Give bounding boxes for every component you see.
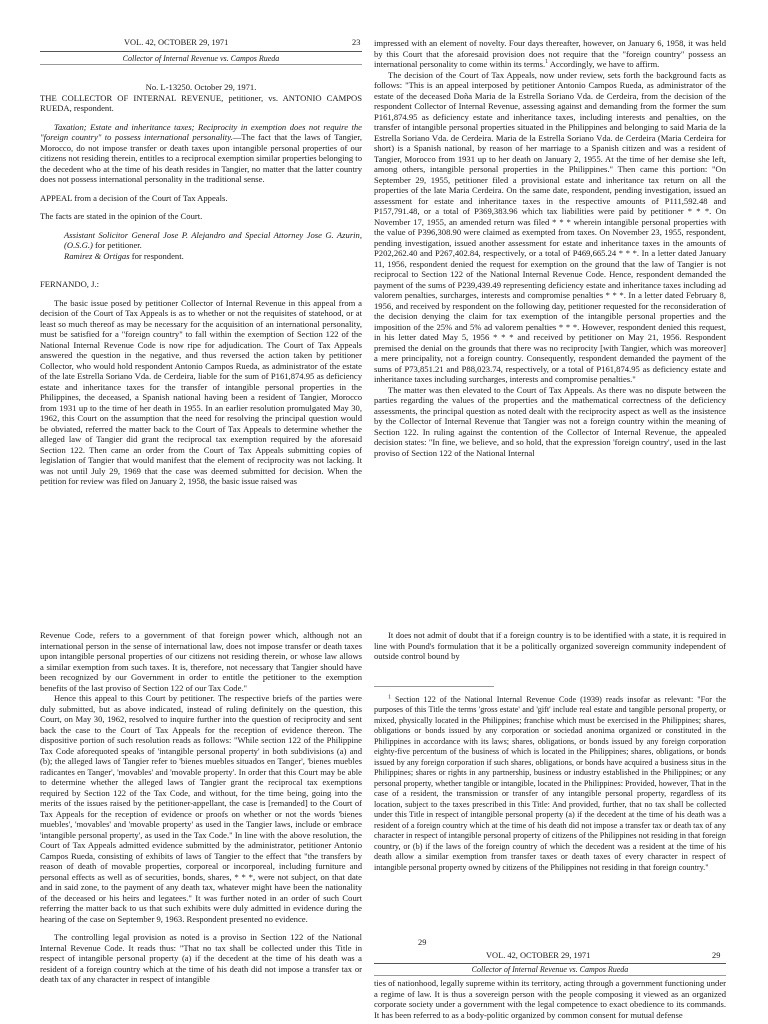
header-rule-2 [40,64,362,65]
page-number: 23 [352,38,361,47]
opinion-continued: impressed with an element of novelty. Four days thereafter, however, on January 6, 1958, it was held by this Court that the aforesaid provision does not require that the "foreign country" possess an international personality to come within its terms.$^1$ Accordingly, we have to affirm. [374,38,726,69]
page-break [0,560,768,628]
next-page-text [374,978,726,1024]
syllabus-rest: —The fact that the laws of Tangier, Morocco, do not impose transfer or death taxes upon intangible personal properties of our citizens not residing therein, entitles to a reciprocal exemption similar properties belonging to the decedent who at the time of his death resides in Tangier, no matter that the latter country does not possess international personality in the traditional sense. [40,132,362,184]
page-number-footer: 29 [418,938,427,947]
running-subtitle: Collector of Internal Revenue vs. Campos Rueda [122,54,280,63]
footnote-mark[interactable]: 1 [545,59,549,66]
footnote-mark[interactable]: 1 [388,693,391,700]
next-running-subtitle: Collector of Internal Revenue vs. Campos Rueda [471,965,629,974]
footnote-rule [374,686,494,687]
next-page-number: 29 [712,951,721,960]
case-parties: THE COLLECTOR OF INTERNAL REVENUE, petitioner, vs. ANTONIO CAMPOS RUEDA, respondent. [40,92,362,113]
next-header-rule [374,963,726,964]
syllabus-lead: Taxation; Estate and inheritance taxes; Reciprocity in exemption does not require the "foreign country" to possess international personality. [40,121,362,142]
bottom-right-column [374,630,726,936]
case-number: No. L-13250. October 29, 1971. [145,82,257,92]
opinion-body: The basic issue posed by petitioner Collector of Internal Revenue in this appeal from a decision of the Court of Tax Appeals is as to whether or not the requisites of statehood, or at least so much thereof as may be necessary for the acquisition of an international personality, must be satisfied for a "foreign country" to fall within the exemption of Section 122 of the National Internal Revenue Code is now ripe for adjudication. The Court of Tax Appeals answered the question in the negative, and thus reversed the action taken by petitioner Collector, who would hold respondent Antonio Campos Rueda, as administrator of the estate of the late Estrella Soriano Vda. de Cerdeira, liable for the sum of P161,874.95 as deficiency estate and inheritance taxes for the transfer of intangible personal properties in the Philippines, the deceased, a Spanish national having been a resident of Tangier, Morocco from 1931 up to the time of her death in 1955. In an earlier resolution promulgated May 30, 1962, this Court on the assumption that the need for resolving the principal question would be obviated, referred the matter back to the Court of Tax Appeals to determine whether the alleged law of Tangier did grant the reciprocal tax exemption required by the aforesaid Section 122. Then came an order from the Court of Tax Appeals submitting copies of legislation of Tangier that would manifest that the element of reciprocity was not lacking. It was not until July 29, 1969 that the case was deemed submitted for decision. When the petition for review was filed on January 2, 1958, the basic issue raised was [40,297,362,486]
top-left-column [40,82,362,556]
tax-appeals-ruling: The matter was then elevated to the Court of Tax Appeals. As there was no dispute between the parties regarding the values of the properties and the mathematical correctness of the deficiency assessments, the principal question as noted dealt with the reciprocity aspect as well as the insistence by the Collector of Internal Revenue that Tangier was not a foreign country within the meaning of Section 122. In ruling against the contention of the Collector of Internal Revenue, the appealed decision states: "In fine, we believe, and so hold, that the expression 'foreign country', used in the last proviso of Section 122 of the National Internal [374,384,726,458]
facts-line: The facts are stated in the opinion of the Court. [40,211,203,221]
footnote-text: $^1$ Section 122 of the National Internal Revenue Code (1939) reads insofar as relevant: "For the purposes of this Title the terms 'gross estate' and 'gift' include real estate and tangible personal property, or mixed, physically located in the Philippines; franchise which must be exercised in the Philippines; shares, obligations or bonds issued by any corporation or sociedad anonima organized or constituted in the Philippines in accordance with its laws; shares, obligations, or bonds issued by any foreign corporation eighty-five percentum of the business of which is located in the Philippines; shares, obligations, or bonds issued by any foreign corporation if such shares, obligations, or bonds have acquired a business situs in the Philippines; shares or rights in any partnership, business or industry established in the Philippines; or any personal property, whether tangible or intangible, located in the Philippines: Provided, however, That in the case of a resident, the transmission or transfer of any intangible personal property, regardless of its location, subject to the taxes prescribed in this Title: And provided, further, that no tax shall be collected under this Title in respect of intangible personal property (a) if the decedent at the time of his death was a resident of a foreign country which at the time of his death did not impose a transfer tax or death tax of any character in respect of intangible personal property of citizens of the Philippines not residing in that foreign country, or (b) if the laws of the foreign country of which the decedent was a resident at the time of his death allow a similar exemption from transfer taxes or death taxes of every character in respect of intangible personal property owned by citizens of the Philippines not residing in that foreign country." [374,693,726,872]
background-facts: The decision of the Court of Tax Appeals, now under review, sets forth the background facts as follows: "This is an appeal interposed by petitioner Antonio Campos Rueda, as administrator of the estate of the deceased Doña Maria de la Estrella Soriano Vda. de Cerdeira, from the decision of the respondent Collector of Internal Revenue, assessing against and demanding from the former the sum P161,874.95 as deficiency estate and inheritance taxes, including interests and penalties, on the transfer of intangible personal properties situated in the Philippines and belonging to said Maria de la Estrella Soriano Vda. de Cerdeira. Maria de la Estrella Soriano Vda. de Cerdeira (Maria Cerdeira for short) is a Spanish national, by reason of her marriage to a Spanish citizen and was a resident of Tangier, Morocco from 1931 up to her death on January 2, 1955. At the time of her demise she left, among others, intangible personal properties in the Philippines." Then came this portion: "On September 29, 1955, petitioner filed a provisional estate and inheritance tax return on all the properties of the late Maria Cerdeira. On the same date, respondent, pending investigation, issued an assessment for estate and inheritance taxes in the respective amounts of P111,592.48 and P157,791.48, or a total of P369,383.96 which tax liabilities were paid by petitioner * * *. On November 17, 1955, an amended return was filed * * * wherein intangible personal properties with the value of P396,308.90 were claimed as exempted from taxes. On November 23, 1955, respondent, pending investigation, issued another assessment for estate and inheritance taxes in the amounts of P202,262.40 and P267,402.84, respectively, or a total of P469,665.24 * * *. In a letter dated January 11, 1956, respondent denied the request for exemption on the ground that the law of Tangier is not reciprocal to Section 122 of the National Internal Revenue Code. Hence, respondent demanded the payment of the sums of P239,439.49 representing deficiency estate and inheritance taxes including ad valorem penalties, surcharges, interests and compromise penalties * * *. In a letter dated February 8, 1956, and received by respondent on the following day, petitioner requested for the reconsideration of the decision denying the claim for tax exemption of the intangible personal properties and the imposition of the 25% and 5% ad valorem penalties * * *. However, respondent denied this request, in his letter dated May 5, 1956 * * * and received by petitioner on May 21, 1956. Respondent premised the denial on the grounds that there was no reciprocity [with Tangier, which was moreover] a mere principality, not a foreign country. Consequently, respondent demanded the payment of the sums of P73,851.21 and P88,023.74, respectively, or a total of P161,874.95 as deficiency estate and inheritance taxes including surcharges, interests and compromise penalties." [374,69,726,384]
running-head: VOL. 42, OCTOBER 29, 1971 [124,38,229,47]
next-header-rule-2 [374,975,726,976]
bottom-left-column [40,630,362,1024]
header-rule [40,51,362,52]
pound-formulation: It does not admit of doubt that if a foreign country is to be identified with a state, it is required in line with Pound's formulation that it be a politically organized sovereign community independent of outside control bound by [374,630,726,661]
syllabus [40,122,362,185]
appeal-history: Hence this appeal to this Court by petitioner. The respective briefs of the parties were duly submitted, but as above indicated, instead of ruling definitely on the question, this Court, on May 30, 1962, resolved to inquire further into the question of reciprocity and sent back the case to the Court of Tax Appeals for the reception of evidence thereon. The dispositive portion of such resolution reads as follows: "While section 122 of the Philippine Tax Code aforequoted speaks of 'intangible personal property' in both subdivisions (a) and (b); the alleged laws of Tangier refer to 'bienes muebles situados en Tanger', 'bienes muebles radicantes en Tanger', 'movables' and 'movable property'. In order that this Court may be able to determine whether the alleged laws of Tangier grant the reciprocal tax exemptions required by Section 122 of the Tax Code, and without, for the time being, going into the merits of the issues raised by the petitioner-appellant, the case is [remanded] to the Court of Tax Appeals for the reception of evidence or proofs on whether or not the words 'bienes muebles', 'movables' and 'movable property' as used in the Tangier laws, include or embrace 'intangible personal property', as used in the Tax Code." In line with the above resolution, the Court of Tax Appeals admitted evidence submitted by the administrator, petitioner Antonio Campos Rueda, consisting of exhibits of laws of Tangier to the effect that "the transfers by reason of death of movable properties, corporeal or incorporeal, including furniture and personal effects as well as of securities, bonds, shares, * * *, were not subject, on that date and in said zone, to the payment of any death tax, whatever might have been the nationality of the deceased or his heirs and legatees." It was further noted in an order of such Court referring the matter back to us that such exhibits were duly admitted in evidence during the hearing of the case on September 9, 1963. Respondent presented no evidence. [40,693,362,924]
next-page-paragraph: ties of nationhood, legally supreme within its territory, acting through a government functioning under a regime of law. It is thus a sovereign person with the people composing it viewed as an organized corporate society under a government with the legal competence to exact obedience to its commands. It has been referred to as a body-politic organized by common consent for mutual defense [374,978,726,1020]
top-right-column [374,38,726,556]
counsel-petitioner: Assistant Solicitor General Jose P. Alejandro and Special Attorney Jose G. Azurin, (O.S.G.) for petitioner. [64,229,362,250]
next-running-head: VOL. 42, OCTOBER 29, 1971 [486,951,591,960]
ruling-continued: Revenue Code, refers to a government of that foreign power which, although not an international person in the sense of international law, does not impose transfer or death taxes upon intangible personal properties of our citizens not residing therein, or whose law allows a similar exemption from such taxes. It is, therefore, not necessary that Tangier should have been recognized by our Government in order to entitle the petitioner to the exemption benefits of the last proviso of Section 122 of our Tax Code." [40,630,362,693]
controlling-provision: The controlling legal provision as noted is a proviso in Section 122 of the National Internal Revenue Code. It reads thus: "That no tax shall be collected under this Title in respect of intangible personal property (a) if the decedent at the time of his death was a resident of a foreign country which at the time of his death did not impose a transfer tax or death tax of any character in respect of intangible [40,932,362,984]
ponente: FERNANDO, J.: [40,279,99,289]
appeal-line: APPEAL from a decision of the Court of Tax Appeals. [40,192,228,203]
counsel-respondent: Ramirez & Ortigas for respondent. [64,250,184,261]
